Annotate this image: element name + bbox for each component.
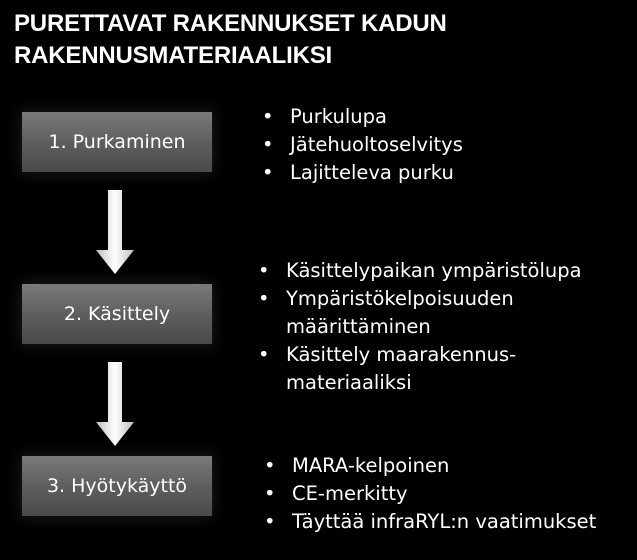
page-title xyxy=(14,8,614,72)
bullet-list-hyotykaytto xyxy=(264,452,596,536)
bullet-item: • Jätehuoltoselvitys xyxy=(262,131,463,159)
bullet-item-continuation: määrittäminen xyxy=(286,315,431,338)
bullet-item: • Käsittelypaikan ympäristölupa xyxy=(258,257,582,285)
step-box-kasittely xyxy=(22,284,212,344)
step-label: 1. Purkaminen xyxy=(48,131,186,153)
bullet-list-kasittely xyxy=(258,257,582,397)
step-box-hyotykaytto xyxy=(22,456,212,516)
step-box-purkaminen xyxy=(22,112,212,172)
bullet-item: • Käsittely maarakennus- xyxy=(258,341,582,369)
title-line-1: PURETTAVAT RAKENNUKSET KADUN xyxy=(14,10,447,37)
arrow-down-icon xyxy=(95,362,135,446)
bullet-item: • MARA-kelpoinen xyxy=(264,452,596,480)
bullet-item: • CE-merkitty xyxy=(264,480,596,508)
bullet-item-continuation: materiaaliksi xyxy=(286,371,412,394)
bullet-item: • Purkulupa xyxy=(262,103,463,131)
title-line-2: RAKENNUSMATERIAALIKSI xyxy=(14,42,333,69)
bullet-item: • Lajitteleva purku xyxy=(262,159,463,187)
bullet-list-purkaminen xyxy=(262,103,463,187)
bullet-item: • Täyttää infraRYL:n vaatimukset xyxy=(264,508,596,536)
arrow-down-icon xyxy=(95,190,135,274)
step-label: 3. Hyötykäyttö xyxy=(46,475,188,497)
bullet-item: • Ympäristökelpoisuuden xyxy=(258,285,582,313)
step-label: 2. Käsittely xyxy=(63,303,171,325)
